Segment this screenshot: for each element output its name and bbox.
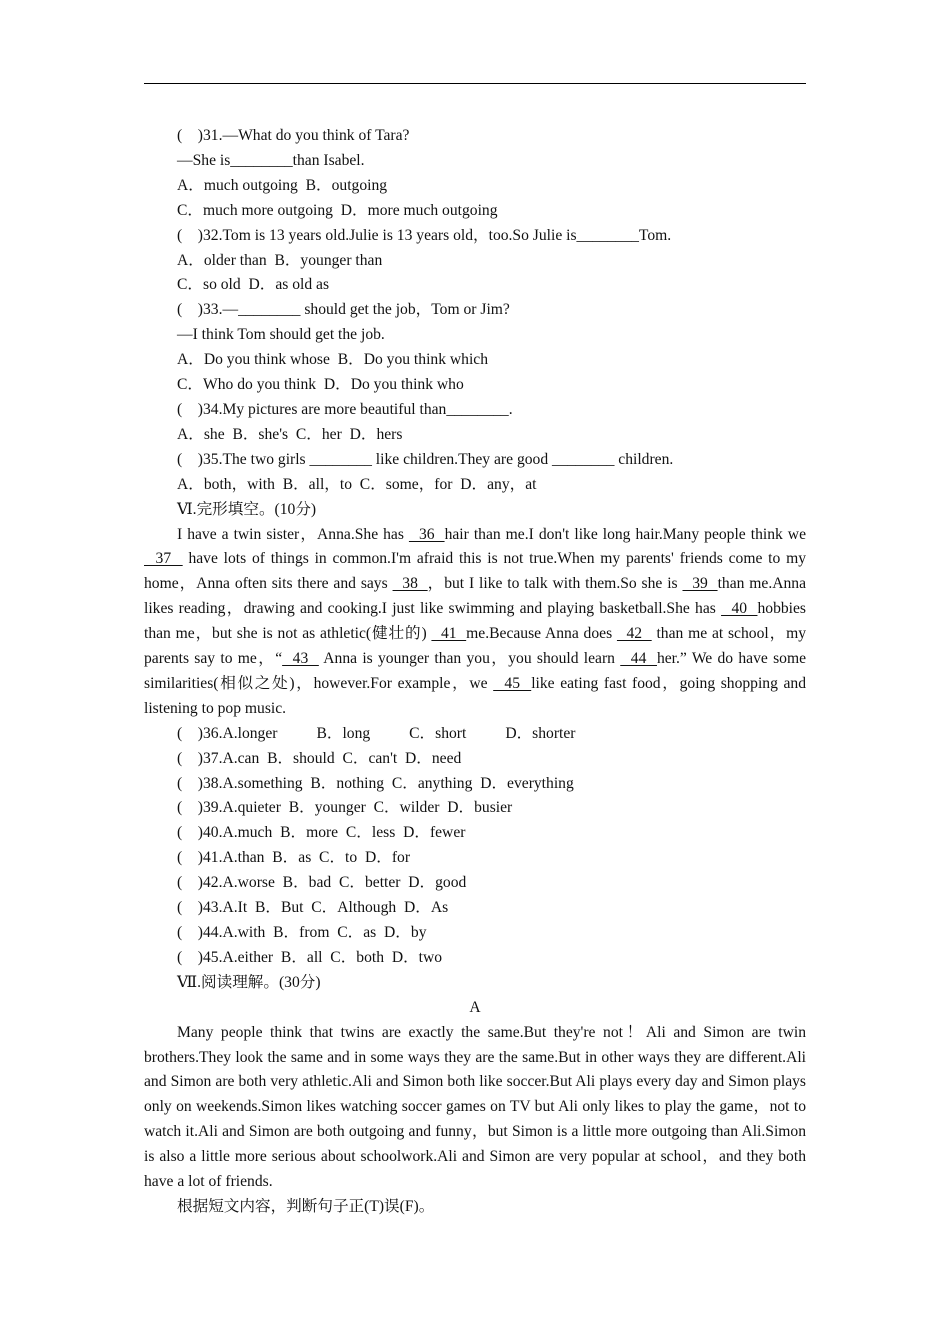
option-line: A．she B．she's C．her D．hers <box>177 425 403 443</box>
option-line: A．both，with B．all，to C．some，for D．any，at <box>177 475 537 493</box>
question-32 <box>144 224 806 299</box>
question-35 <box>144 448 806 498</box>
cloze-text: hair than me.I don't like long hair.Many people think we <box>444 525 806 543</box>
answer-line: —She is________than Isabel. <box>177 151 365 169</box>
answer-line: —I think Tom should get the job. <box>177 326 385 344</box>
cloze-text: me.Because Anna does <box>466 625 617 643</box>
section-6-title: Ⅵ.完形填空。(10分) <box>177 500 317 518</box>
section-7-title: Ⅶ.阅读理解。(30分) <box>177 973 321 991</box>
option-line: A．older than B．younger than <box>177 251 383 269</box>
question-stem: ( )34.My pictures are more beautiful than________. <box>177 400 513 418</box>
cloze-text: like eating fast food，going shopping and listening to pop music. <box>144 674 807 717</box>
cloze-blank-44: 44 <box>620 650 657 668</box>
worksheet-content <box>144 124 806 1220</box>
cloze-text: than me at school，my parents say to me，“ <box>144 625 806 668</box>
cloze-option-44: ( )44.A.with B．from C．as D．by <box>177 924 427 941</box>
cloze-option-41: ( )41.A.than B．as C．to D．for <box>177 849 411 867</box>
cloze-text: Anna is younger than you，you should learn <box>318 650 621 668</box>
question-stem: ( )35.The two girls ________ like children.They are good ________ children. <box>177 450 674 468</box>
option-line: A．Do you think whose B．Do you think which <box>177 351 488 369</box>
option-line: C．so old D．as old as <box>177 276 330 294</box>
option-line: A．much outgoing B．outgoing <box>177 176 388 194</box>
question-stem: ( )31.—What do you think of Tara? <box>177 127 410 144</box>
question-stem: ( )33.—________ should get the job，Tom or Jim? <box>177 301 510 319</box>
cloze-text: her.” We do have some similarities(相似之处)，however.For example，we <box>144 650 807 692</box>
question-33 <box>144 298 806 398</box>
cloze-text: than me.Anna likes reading，drawing and cooking.I just like swimming and playing basketball.She has <box>144 575 807 618</box>
cloze-option-42: ( )42.A.worse B．bad C．better D．good <box>177 874 467 892</box>
cloze-option-43: ( )43.A.It B．But C．Although D．As <box>177 899 449 917</box>
cloze-blank-40: 40 <box>721 600 758 618</box>
cloze-text: hobbies than me，but she is not as athletic(健壮的) <box>144 600 806 643</box>
cloze-option-36: ( )36.A.longer B．long C．short D．shorter <box>177 724 576 742</box>
cloze-option-45: ( )45.A.either B．all C．both D．two <box>177 948 443 966</box>
option-line: C．Who do you think D．Do you think who <box>177 376 464 394</box>
reading-passage: Many people think that twins are exactly the same.But they're not！Ali and Simon are twin brothers.They look the same and in some ways they are the same.But in other ways they are different.Ali and Simon are both very athletic.Ali and Simon both like soccer.But Ali plays every day and Simon plays only on weekends.Simon likes watching soccer games on TV but Ali only likes to play the game，not to watch it.Ali and Simon are both outgoing and funny，but Simon is a little more outgoing than Ali.Simon is also a little more serious about schoolwork.Ali and Simon are very popular at school，and they both have a lot of friends. <box>144 1023 806 1191</box>
cloze-text: I have a twin sister，Anna.She has <box>177 525 409 543</box>
cloze-blank-41: 41 <box>431 625 467 643</box>
cloze-blank-42: 42 <box>616 625 652 643</box>
passage-label: A <box>469 998 481 1016</box>
cloze-blank-45: 45 <box>493 674 532 692</box>
instruction-line: 根据短文内容，判断句子正(T)误(F)。 <box>177 1197 435 1215</box>
cloze-option-37: ( )37.A.can B．should C．can't D．need <box>177 749 462 767</box>
question-stem: ( )32.Tom is 13 years old.Julie is 13 years old，too.So Julie is________Tom. <box>177 226 672 244</box>
cloze-text: have lots of things in common.I'm afraid this is not true.When my parents' friends come to my home，Anna often sits there and says <box>144 550 806 593</box>
cloze-option-39: ( )39.A.quieter B．younger C．wilder D．busier <box>177 799 513 817</box>
cloze-option-40: ( )40.A.much B．more C．less D．fewer <box>177 824 466 842</box>
question-31 <box>144 124 806 224</box>
cloze-blank-36: 36 <box>408 525 445 543</box>
cloze-option-38: ( )38.A.something B．nothing C．anything D．everything <box>177 774 574 792</box>
cloze-blank-38: 38 <box>392 575 428 593</box>
cloze-options <box>144 722 806 971</box>
cloze-passage <box>144 523 806 722</box>
cloze-blank-37: 37 <box>144 550 183 568</box>
cloze-blank-43: 43 <box>282 650 319 668</box>
header-rule <box>144 83 806 84</box>
question-34 <box>144 398 806 448</box>
option-line: C．much more outgoing D．more much outgoing <box>177 201 498 219</box>
cloze-blank-39: 39 <box>682 575 718 593</box>
cloze-text: ，but I like to talk with them.So she is <box>427 575 683 593</box>
